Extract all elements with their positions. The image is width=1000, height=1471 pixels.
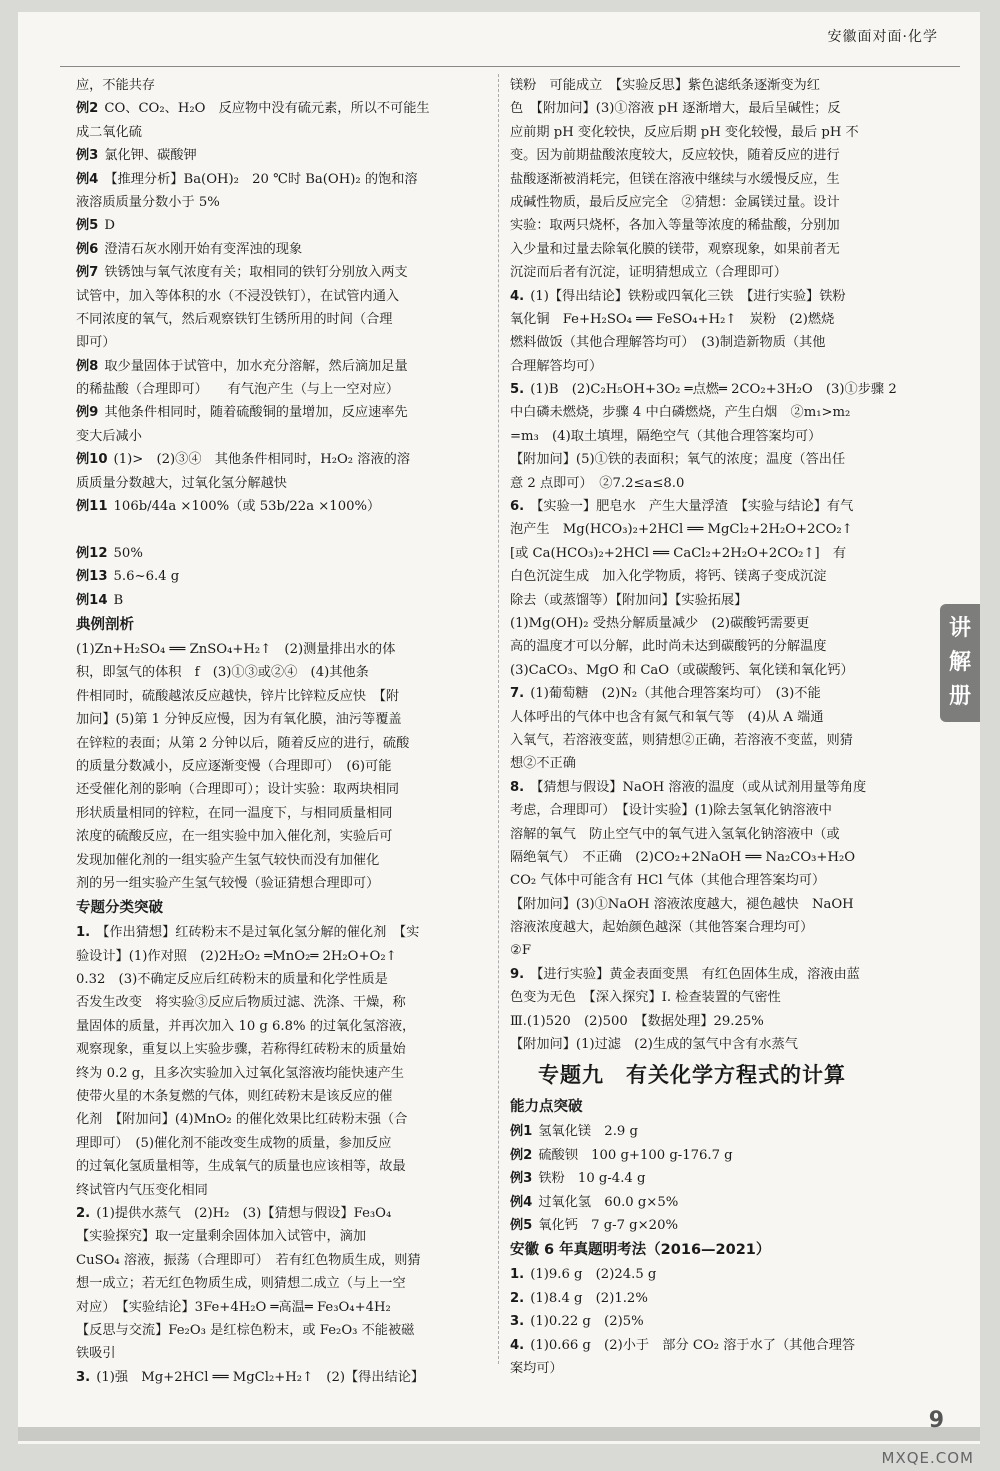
answer-line bbox=[510, 1167, 925, 1190]
answer-text: 泡产生 Mg(HCO₃)₂+2HCl ══ MgCl₂+2H₂O+2CO₂↑ bbox=[510, 522, 853, 538]
answer-line bbox=[510, 963, 925, 986]
answer-line bbox=[510, 565, 925, 588]
answer-text: 量固体的质量，并再次加入 10 g 6.8% 的过氧化氢溶液， bbox=[76, 1018, 416, 1034]
section-heading: 安徽 6 年真题明考法（2016—2021） bbox=[510, 1242, 771, 1259]
answer-text: ②F bbox=[510, 943, 531, 959]
answer-line bbox=[510, 308, 925, 331]
answer-text: 氧化钙 7 g-7 g×20% bbox=[538, 1217, 678, 1233]
question-number: 例14 bbox=[76, 592, 108, 608]
answer-line bbox=[76, 1085, 490, 1108]
question-number: 例7 bbox=[76, 265, 99, 281]
answer-text: 浓度的硫酸反应，在一组实验中加入催化剂，实验后可 bbox=[76, 829, 393, 845]
question-number: 5. bbox=[510, 382, 525, 398]
question-number: 例9 bbox=[76, 405, 99, 421]
answer-text: 的过氧化氢质量相等，生成氧气的质量也应该相等，故最 bbox=[76, 1159, 406, 1175]
answer-line bbox=[76, 448, 490, 471]
answer-text: 白色沉淀生成 加入化学物质，将钙、镁离子变成沉淀 bbox=[510, 569, 827, 585]
answer-line bbox=[510, 401, 925, 424]
answer-text: 入少量和过量去除氧化膜的镁带，观察现象，如果前者无 bbox=[510, 241, 840, 257]
answer-text: (1)9.6 g (2)24.5 g bbox=[530, 1267, 657, 1283]
answer-line bbox=[510, 1191, 925, 1214]
answer-text: 过氧化氢 60.0 g×5% bbox=[538, 1194, 679, 1210]
answer-text: 否发生改变 将实验③反应后物质过滤、洗涤、干燥，称 bbox=[76, 995, 406, 1011]
answer-text: 【附加问】(3)①NaOH 溶液浓度越大，褪色越快 NaOH bbox=[510, 896, 854, 912]
answer-line bbox=[76, 849, 490, 872]
answer-text: 其他条件相同时，随着硫酸铜的量增加，反应速率先 bbox=[104, 405, 408, 421]
answer-line bbox=[510, 846, 925, 869]
answer-text: 取少量固体于试管中，加水充分溶解，然后滴加足量 bbox=[104, 358, 408, 374]
left-column bbox=[76, 74, 490, 1389]
answer-text: [或 Ca(HCO₃)₂+2HCl ══ CaCl₂+2H₂O+2CO₂↑] 有 bbox=[510, 545, 847, 561]
answer-text: 案均可） bbox=[510, 1360, 563, 1376]
answer-line bbox=[510, 635, 925, 658]
answer-text: 氢氧化镁 2.9 g bbox=[538, 1124, 638, 1140]
answer-text: (1)提供水蒸气 (2)H₂ (3)【猜想与假设】Fe₃O₄ bbox=[96, 1205, 392, 1221]
answer-text: 应，不能共存 bbox=[76, 78, 156, 93]
answer-text: 观察现象，重复以上实验步骤，若称得红砖粉末的质量始 bbox=[76, 1042, 406, 1058]
answer-text: (1)0.66 g (2)小于 部分 CO₂ 溶于水了（其他合理答 bbox=[530, 1337, 856, 1353]
section-heading: 能力点突破 bbox=[510, 1099, 583, 1116]
answer-line bbox=[510, 518, 925, 541]
answer-line bbox=[76, 565, 490, 588]
answer-text: 质质量分数越大，过氧化氢分解越快 bbox=[76, 475, 287, 491]
answer-text: CO、CO₂、H₂O 反应物中没有硫元素，所以不可能生 bbox=[104, 101, 430, 117]
answer-line bbox=[76, 542, 490, 565]
answer-line bbox=[510, 1310, 925, 1333]
answer-line bbox=[510, 589, 925, 612]
answer-line bbox=[510, 168, 925, 191]
answer-line bbox=[76, 191, 490, 214]
answer-line bbox=[510, 214, 925, 237]
answer-text: 氯化钾、碳酸钾 bbox=[104, 148, 197, 164]
answer-line bbox=[76, 1296, 490, 1319]
answer-text: (1)Zn+H₂SO₄ ══ ZnSO₄+H₂↑ (2)测量排出水的体 bbox=[76, 641, 396, 657]
answer-text: 5.6~6.4 g bbox=[113, 569, 180, 585]
answer-line bbox=[510, 1334, 925, 1357]
answer-line bbox=[76, 1366, 490, 1389]
answer-text: 【实验一】肥皂水 产生大量浮渣 【实验与结论】有气 bbox=[530, 499, 854, 515]
section-heading: 专题分类突破 bbox=[76, 900, 163, 917]
answer-text: 终为 0.2 g，且多次实验加入过氧化氢溶液均能快速产生 bbox=[76, 1065, 404, 1081]
answer-text: 燃料做饭（其他合理解答均可） (3)制造新物质（其他 bbox=[510, 335, 826, 351]
answer-line bbox=[510, 472, 925, 495]
answer-line bbox=[510, 986, 925, 1009]
answer-line bbox=[510, 729, 925, 752]
answer-line bbox=[76, 732, 490, 755]
answer-text: 加问】(5)第 1 分钟反应慢，因为有氧化膜，油污等覆盖 bbox=[76, 712, 402, 728]
answer-text: 变。因为前期盐酸浓度较大，反应较快，随着反应的进行 bbox=[510, 148, 840, 164]
answer-line bbox=[76, 921, 490, 944]
answer-line bbox=[510, 331, 925, 354]
answer-text: 还受催化剂的影响（合理即可）；设计实验：取两块相同 bbox=[76, 782, 400, 798]
answer-line bbox=[510, 285, 925, 308]
answer-text: 的稀盐酸（合理即可） 有气泡产生（与上一空对应） bbox=[76, 382, 400, 398]
answer-line bbox=[76, 872, 490, 895]
answer-text: 变大后减小 bbox=[76, 428, 142, 444]
question-number: 例1 bbox=[510, 1124, 533, 1140]
answer-line bbox=[510, 495, 925, 518]
answer-text: CuSO₄ 溶液，振荡（合理即可） 若有红色物质生成，则猜 bbox=[76, 1252, 421, 1268]
watermark: MXQE.COM bbox=[881, 1449, 974, 1467]
answer-line bbox=[510, 869, 925, 892]
answer-line bbox=[76, 214, 490, 237]
answer-text: 入氧气，若溶液变蓝，则猜想②正确，若溶液不变蓝，则猜 bbox=[510, 732, 853, 748]
answer-line bbox=[510, 191, 925, 214]
answer-line bbox=[76, 661, 490, 684]
answer-line bbox=[76, 1015, 490, 1038]
answer-line bbox=[510, 823, 925, 846]
right-column bbox=[510, 74, 925, 1380]
answer-line bbox=[76, 285, 490, 308]
answer-text: 形状质量相同的锌粒，在同一温度下，与相同质量相同 bbox=[76, 805, 393, 821]
answer-line bbox=[76, 968, 490, 991]
answer-line bbox=[76, 778, 490, 801]
answer-text: 想一成立；若无红色物质生成，则猜想二成立（与上一空 bbox=[76, 1276, 406, 1292]
answer-line bbox=[510, 144, 925, 167]
header-rule bbox=[60, 66, 960, 67]
answer-line bbox=[510, 378, 925, 401]
answer-line bbox=[76, 1062, 490, 1085]
answer-line bbox=[76, 472, 490, 495]
answer-text: 中白磷未燃烧，步骤 4 中白磷燃烧，产生白烟 ②m₁>m₂ bbox=[510, 405, 851, 421]
answer-text: 硫酸钡 100 g+100 g-176.7 g bbox=[538, 1147, 733, 1163]
answer-line bbox=[510, 893, 925, 916]
answer-text: 积，即氢气的体积 f (3)①③或②④ (4)其他条 bbox=[76, 665, 369, 681]
answer-line bbox=[76, 638, 490, 661]
answer-line bbox=[76, 991, 490, 1014]
answer-line bbox=[510, 1033, 925, 1056]
answer-text: 盐酸逐渐被消耗完，但镁在溶液中继续与水缓慢反应，生 bbox=[510, 171, 840, 187]
question-number: 例4 bbox=[76, 171, 99, 187]
answer-text: 溶液浓度越大，起始颜色越深（其他答案合理均可） bbox=[510, 920, 814, 936]
answer-text: 【反思与交流】Fe₂O₃ 是红棕色粉末，或 Fe₂O₃ 不能被磁 bbox=[76, 1322, 415, 1338]
answer-line bbox=[76, 1038, 490, 1061]
answer-line bbox=[76, 355, 490, 378]
section-heading: 典例剖析 bbox=[76, 616, 134, 633]
answer-line bbox=[76, 1249, 490, 1272]
answer-text: 成二氧化硫 bbox=[76, 124, 142, 140]
answer-line bbox=[76, 331, 490, 354]
answer-line bbox=[510, 682, 925, 705]
question-number: 3. bbox=[76, 1369, 91, 1385]
answer-line bbox=[76, 168, 490, 191]
answer-line bbox=[76, 825, 490, 848]
answer-text: 【作出猜想】红砖粉末不是过氧化氢分解的催化剂 【实 bbox=[96, 925, 420, 941]
answer-text: B bbox=[113, 592, 124, 608]
answer-text: 溶解的氧气 防止空气中的氧气进入氢氧化钠溶液中（或 bbox=[510, 826, 840, 842]
answer-line bbox=[76, 238, 490, 261]
answer-line bbox=[76, 495, 490, 518]
bottom-bar bbox=[18, 1427, 980, 1441]
answer-text: D bbox=[104, 218, 115, 234]
answer-line bbox=[510, 425, 925, 448]
answer-text: 发现加催化剂的一组实验产生氢气较快而没有加催化 bbox=[76, 852, 380, 868]
answer-line bbox=[76, 708, 490, 731]
answer-text: 【实验探究】取一定量剩余固体加入试管中，滴加 bbox=[76, 1229, 367, 1245]
question-number: 2. bbox=[510, 1290, 525, 1306]
answer-line bbox=[510, 261, 925, 284]
answer-line bbox=[76, 1225, 490, 1248]
answer-text: 试管中，加入等体积的水（不浸没铁钉），在试管内通入 bbox=[76, 288, 400, 304]
question-number: 1. bbox=[76, 925, 91, 941]
answer-text: 50% bbox=[113, 545, 143, 561]
answer-text: 除去（或蒸馏等）【附加问】【实验拓展】 bbox=[510, 592, 748, 608]
answer-line bbox=[76, 685, 490, 708]
answer-line bbox=[76, 1202, 490, 1225]
answer-line bbox=[76, 518, 490, 541]
answer-line bbox=[510, 612, 925, 635]
answer-text: 意 2 点即可） ②7.2≤a≤8.0 bbox=[510, 475, 685, 491]
answer-text: (1)葡萄糖 (2)N₂（其他合理答案均可） (3)不能 bbox=[530, 686, 821, 702]
answer-text: (1)强 Mg+2HCl ══ MgCl₂+H₂↑ (2)【得出结论】 bbox=[96, 1369, 425, 1385]
answer-text: =m₃ (4)取土填埋，隔绝空气（其他合理答案均可） bbox=[510, 428, 822, 444]
answer-line bbox=[76, 378, 490, 401]
answer-text: 镁粉 可能成立 【实验反思】紫色滤纸条逐渐变为红 bbox=[510, 78, 820, 93]
answer-line bbox=[76, 945, 490, 968]
answer-text: 实验：取两只烧杯，各加入等量等浓度的稀盐酸，分别加 bbox=[510, 218, 840, 234]
answer-line bbox=[510, 916, 925, 939]
answer-text: 理即可） (5)催化剂不能改变生成物的质量，参加反应 bbox=[76, 1135, 392, 1151]
answer-text: 色 【附加问】(3)①溶液 pH 逐渐增大，最后呈碱性；反 bbox=[510, 101, 841, 117]
answer-text: (1)【得出结论】铁粉或四氧化三铁 【进行实验】铁粉 bbox=[530, 288, 846, 304]
answer-line bbox=[76, 589, 490, 612]
answer-text: 件相同时，硫酸越浓反应越快，锌片比锌粒反应快 【附 bbox=[76, 688, 400, 704]
question-number: 例3 bbox=[76, 148, 99, 164]
answer-text: 【推理分析】Ba(OH)₂ 20 ℃时 Ba(OH)₂ 的饱和溶 bbox=[104, 171, 418, 187]
answer-line bbox=[76, 802, 490, 825]
answer-line bbox=[76, 1272, 490, 1295]
answer-line bbox=[76, 1155, 490, 1178]
answer-line bbox=[510, 776, 925, 799]
question-number: 例8 bbox=[76, 358, 99, 374]
page-header: 安徽面对面·化学 bbox=[827, 29, 938, 45]
question-number: 例6 bbox=[76, 241, 99, 257]
answer-line bbox=[510, 448, 925, 471]
answer-text: (3)CaCO₃、MgO 和 CaO（或碳酸钙、氧化镁和氧化钙） bbox=[510, 662, 854, 678]
answer-text: 高的温度才可以分解，此时尚未达到碳酸钙的分解温度 bbox=[510, 639, 827, 655]
question-number: 8. bbox=[510, 779, 525, 795]
answer-line bbox=[76, 74, 490, 97]
answer-text: 想②不正确 bbox=[510, 756, 576, 772]
answer-text: 即可） bbox=[76, 335, 116, 351]
answer-text: 不同浓度的氧气，然后观察铁钉生锈所用的时间（合理 bbox=[76, 311, 393, 327]
answer-text: 0.32 (3)不确定反应后红砖粉末的质量和化学性质是 bbox=[76, 972, 388, 988]
answer-line bbox=[510, 97, 925, 120]
answer-line bbox=[510, 74, 925, 97]
answer-text: 铁粉 10 g-4.4 g bbox=[538, 1171, 646, 1187]
answer-line bbox=[510, 1214, 925, 1237]
side-tab bbox=[940, 604, 980, 722]
answer-line bbox=[510, 1263, 925, 1286]
answer-line bbox=[76, 261, 490, 284]
question-number: 例2 bbox=[510, 1147, 533, 1163]
question-number: 例11 bbox=[76, 499, 108, 515]
chapter-title: 专题九 有关化学方程式的计算 bbox=[538, 1063, 846, 1088]
answer-line bbox=[76, 308, 490, 331]
question-number: 2. bbox=[76, 1205, 91, 1221]
question-number: 9. bbox=[510, 966, 525, 982]
answer-text: 澄清石灰水刚开始有变浑浊的现象 bbox=[104, 241, 303, 257]
answer-text: 隔绝氧气） 不正确 (2)CO₂+2NaOH ══ Na₂CO₃+H₂O bbox=[510, 849, 856, 865]
column-divider bbox=[498, 74, 499, 1364]
answer-text: 106b/44a ×100%（或 53b/22a ×100%） bbox=[113, 499, 381, 515]
answer-text: 化剂 【附加问】(4)MnO₂ 的催化效果比红砖粉末强（合 bbox=[76, 1112, 408, 1128]
answer-text: 考虑，合理即可） 【设计实验】(1)除去氢氧化钠溶液中 bbox=[510, 803, 832, 819]
answer-line bbox=[510, 659, 925, 682]
answer-text: (1)0.22 g (2)5% bbox=[530, 1314, 644, 1330]
answer-line bbox=[76, 401, 490, 424]
answer-line bbox=[510, 939, 925, 962]
question-number: 4. bbox=[510, 1337, 525, 1353]
answer-text: 人体呼出的气体中也含有氮气和氧气等 (4)从 A 端通 bbox=[510, 709, 824, 725]
answer-line bbox=[510, 799, 925, 822]
answer-text: Ⅲ.(1)520 (2)500 【数据处理】29.25% bbox=[510, 1013, 764, 1029]
answer-text: 【进行实验】黄金表面变黑 有红色固体生成，溶液由蓝 bbox=[530, 966, 860, 982]
answer-text: (1)8.4 g (2)1.2% bbox=[530, 1290, 648, 1306]
question-number: 7. bbox=[510, 686, 525, 702]
answer-line bbox=[510, 121, 925, 144]
answer-text: 使带火星的木条复燃的气体，则红砖粉末是该反应的催 bbox=[76, 1089, 393, 1105]
question-number: 例3 bbox=[510, 1171, 533, 1187]
question-number: 4. bbox=[510, 288, 525, 304]
side-tab-label: 讲解册 bbox=[949, 616, 972, 709]
answer-text: 氧化铜 Fe+H₂SO₄ ══ FeSO₄+H₂↑ 炭粉 (2)燃烧 bbox=[510, 311, 835, 327]
answer-line bbox=[76, 1108, 490, 1131]
question-number: 例10 bbox=[76, 452, 108, 468]
answer-text: CO₂ 气体中可能含有 HCl 气体（其他合理答案均可） bbox=[510, 873, 826, 889]
answer-line bbox=[510, 1120, 925, 1143]
answer-text: 合理解答均可） bbox=[510, 358, 603, 374]
answer-line bbox=[510, 238, 925, 261]
answer-text: 剂的另一组实验产生氢气较慢（验证猜想合理即可） bbox=[76, 875, 380, 891]
answer-text: 【附加问】(1)过滤 (2)生成的氢气中含有水蒸气 bbox=[510, 1037, 798, 1053]
answer-text: 液溶质质量分数小于 5% bbox=[76, 194, 220, 210]
answer-text: 应前期 pH 变化较快，反应后期 pH 变化较慢，最后 pH 不 bbox=[510, 124, 859, 140]
answer-text: 铁锈蚀与氧气浓度有关；取相同的铁钉分别放入两支 bbox=[104, 265, 408, 281]
question-number: 例2 bbox=[76, 101, 99, 117]
answer-line bbox=[76, 1319, 490, 1342]
answer-line bbox=[76, 121, 490, 144]
answer-text: (1)> (2)③④ 其他条件相同时，H₂O₂ 溶液的溶 bbox=[113, 452, 411, 468]
answer-line bbox=[510, 1357, 925, 1380]
answer-line bbox=[510, 1144, 925, 1167]
answer-line bbox=[76, 1132, 490, 1155]
answer-text: 对应） 【实验结论】3Fe+4H₂O ═高温═ Fe₃O₄+4H₂ bbox=[76, 1299, 391, 1315]
answer-text: 终试管内气压变化相同 bbox=[76, 1182, 208, 1198]
answer-text: 【猜想与假设】NaOH 溶液的温度（或从试剂用量等角度 bbox=[530, 779, 867, 795]
question-number: 例12 bbox=[76, 545, 108, 561]
question-number: 例5 bbox=[76, 218, 99, 234]
answer-line bbox=[510, 355, 925, 378]
answer-text: 色变为无色 【深入探究】Ⅰ. 检查装置的气密性 bbox=[510, 990, 781, 1006]
question-number: 例5 bbox=[510, 1217, 533, 1233]
answer-text: 在锌粒的表面；从第 2 分钟以后，随着反应的进行，硫酸 bbox=[76, 735, 410, 751]
answer-text: (1)B (2)C₂H₅OH+3O₂ ═点燃═ 2CO₂+3H₂O (3)①步骤 2 bbox=[530, 382, 897, 398]
answer-text: (1)Mg(OH)₂ 受热分解质量减少 (2)碳酸钙需要更 bbox=[510, 615, 810, 631]
answer-line bbox=[510, 706, 925, 729]
answer-text: 沉淀而后者有沉淀，证明猜想成立（合理即可） bbox=[510, 265, 787, 281]
answer-line bbox=[76, 144, 490, 167]
answer-text: 铁吸引 bbox=[76, 1346, 116, 1362]
answer-text: 成碱性物质，最后反应完全 ②猜想：金属镁过量。设计 bbox=[510, 194, 840, 210]
page-number: 9 bbox=[928, 1408, 944, 1433]
answer-line bbox=[510, 1287, 925, 1310]
answer-line bbox=[76, 425, 490, 448]
answer-line bbox=[510, 752, 925, 775]
answer-text: 【附加问】(5)①铁的表面积；氧气的浓度；温度（答出任 bbox=[510, 452, 846, 468]
answer-line bbox=[76, 97, 490, 120]
answer-line bbox=[510, 1010, 925, 1033]
answer-text: 验设计】(1)作对照 (2)2H₂O₂ ═MnO₂═ 2H₂O+O₂↑ bbox=[76, 948, 397, 964]
answer-line bbox=[76, 755, 490, 778]
answer-line bbox=[76, 1179, 490, 1202]
answer-line bbox=[76, 1342, 490, 1365]
answer-text: 的质量分数减小，反应逐渐变慢（合理即可） (6)可能 bbox=[76, 758, 392, 774]
question-number: 例4 bbox=[510, 1194, 533, 1210]
answer-line bbox=[510, 542, 925, 565]
question-number: 1. bbox=[510, 1267, 525, 1283]
question-number: 例13 bbox=[76, 569, 108, 585]
question-number: 3. bbox=[510, 1314, 525, 1330]
question-number: 6. bbox=[510, 499, 525, 515]
